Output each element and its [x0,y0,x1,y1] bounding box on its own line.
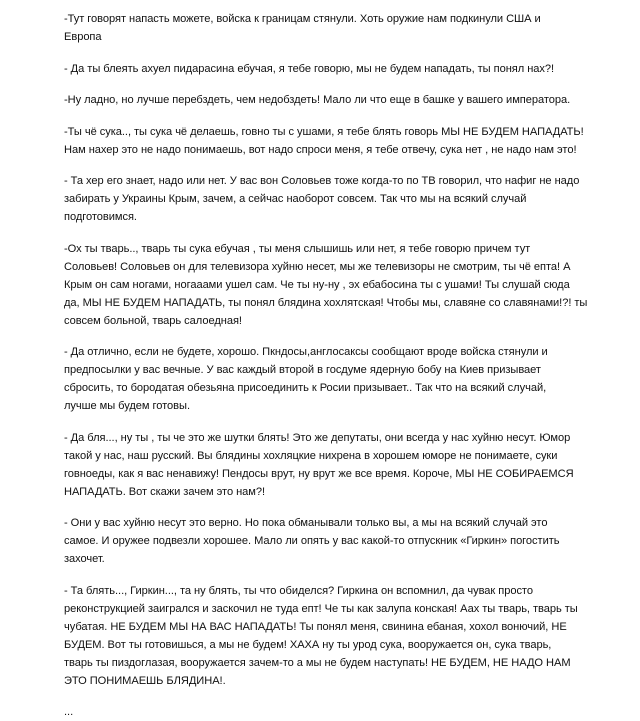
text-line: - Они у вас хуйню несут это верно. Но пока обманывали только вы, а мы на всякий случай это [64,517,548,529]
dialogue-paragraphs [64,10,624,690]
text-line: забирать у Украины Крым, зачем, а сейчас наоборот совсем. Так что мы на всякий случай [64,193,527,205]
text-line: самое. И оружее подвезли хорошее. Мало ли опять у вас какой-то отпускник «Гиркин» погостить [64,535,560,547]
text-line: НАПАДАТЬ. Вот скажи зачем это нам?! [64,485,266,498]
text-line: захочет. [64,553,105,565]
text-line: сбросить, то бородатая обезьяна присоединить к Росии призывает.. Так что на всякий случай, [64,382,547,394]
text-line: предпосылки у вас вечные. У вас каждый второй в госдуме ядерную бобу на Киев призывает [64,364,541,376]
text-line: совсем больной, тварь салоедная! [64,314,242,327]
dialogue-paragraph [64,514,624,568]
text-line: тварь ты пиздоглазая, вооружается зачем-то а мы не будем наступать! НЕ БУДЕМ, НЕ НАДО НАМ [64,656,571,669]
text-line: -Ну ладно, но лучше перебздеть, чем недобздеть! Мало ли что еще в башке у вашего императора. [64,94,571,106]
dialogue-paragraph [64,172,624,226]
text-line: - Да отлично, если не будете, хорошо. Пкндосы,англосаксы сообщают вроде войска стянули и [64,346,548,358]
dialogue-paragraph [64,60,624,78]
trailing-ellipsis: ... [64,706,74,718]
document-body [64,10,624,721]
dialogue-paragraph [64,582,624,690]
text-line: Нам нахер это не надо понимаешь, вот надо спроси меня, я тебе отвечу, сука нет , не надо нам это! [64,143,577,156]
dialogue-paragraph [64,10,624,46]
text-line: - Та хер его знает, надо или нет. У вас вон Соловьев тоже когда-то по ТВ говорил, что нафиг не надо [64,175,580,187]
text-line: - Да ты блеять ахуел пидарасина ебучая, я тебе говорю, мы не будем нападать, ты понял нах?! [64,62,555,75]
dialogue-paragraph [64,429,624,501]
text-line: -Ты чё сука.., ты сука чё делаешь, говно ты с ушами, я тебе блять говорь МЫ НЕ БУДЕМ НАПАДАТЬ! [64,125,584,138]
text-line: БУДЕМ. Вот ты готовишься, а мы не будем! ХАХА ну ты урод сука, вооружается он, сука тварь, [64,638,552,651]
dialogue-paragraph [64,91,624,109]
text-line: - Та блять..., Гиркин..., та ну блять, ты что обиделся? Гиркина он вспомнил, да чувак просто [64,584,533,597]
text-line: ЭТО ПОНИМАЕШЬ БЛЯДИНА!. [64,674,226,687]
text-line: чубатая. НЕ БУДЕМ МЫ НА ВАС НАПАДАТЬ! Ты понял меня, свинина ебаная, хохол вонючий, НЕ [64,620,567,633]
text-line: -Тут говорят напасть можете, войска к границам стянули. Хоть оружие нам подкинули США и [64,13,541,25]
text-line: реконструкцией заигрался и заскочил не туда епт! Че ты как залупа конская! Аах ты тварь, тварь ты [64,602,578,615]
text-line: подготовимся. [64,211,137,223]
text-line: Европа [64,31,102,43]
dialogue-paragraph [64,343,624,415]
text-line: да, МЫ НЕ БУДЕМ НАПАДАТЬ, ты понял блядина хохлятская! Чтобы мы, славяне со славянами!?! ты [64,296,588,309]
text-line: такой у нас, наш русский. Вы блядины хохляцкие нихрена в хорошем юморе не понимаете, суки [64,449,558,462]
text-line: Крым он сам ногами, ногааами ушел сам. Че ты ну-ну , эх ебабосина ты с ушами! Ты слушай сюда [64,278,570,291]
text-line: Соловьев! Соловьев он для телевизора хуйню несет, мы же телевизоры не смотрим, ты чё епта! А [64,260,571,273]
text-line: - Да бля..., ну ты , ты че это же шутки блять! Это же депутаты, они всегда у нас хуйню несут. Юмор [64,431,571,444]
text-line: говноеды, как я вас ненавижу! Пендосы врут, ну врут же все время. Короче, МЫ НЕ СОБИРАЕМСЯ [64,467,574,480]
text-line: лучше мы будем готовы. [64,400,190,412]
text-line: -Ох ты тварь.., тварь ты сука ебучая , ты меня слышишь или нет, я тебе говорю причем тут [64,242,531,255]
dialogue-paragraph [64,240,624,330]
dialogue-paragraph [64,123,624,159]
